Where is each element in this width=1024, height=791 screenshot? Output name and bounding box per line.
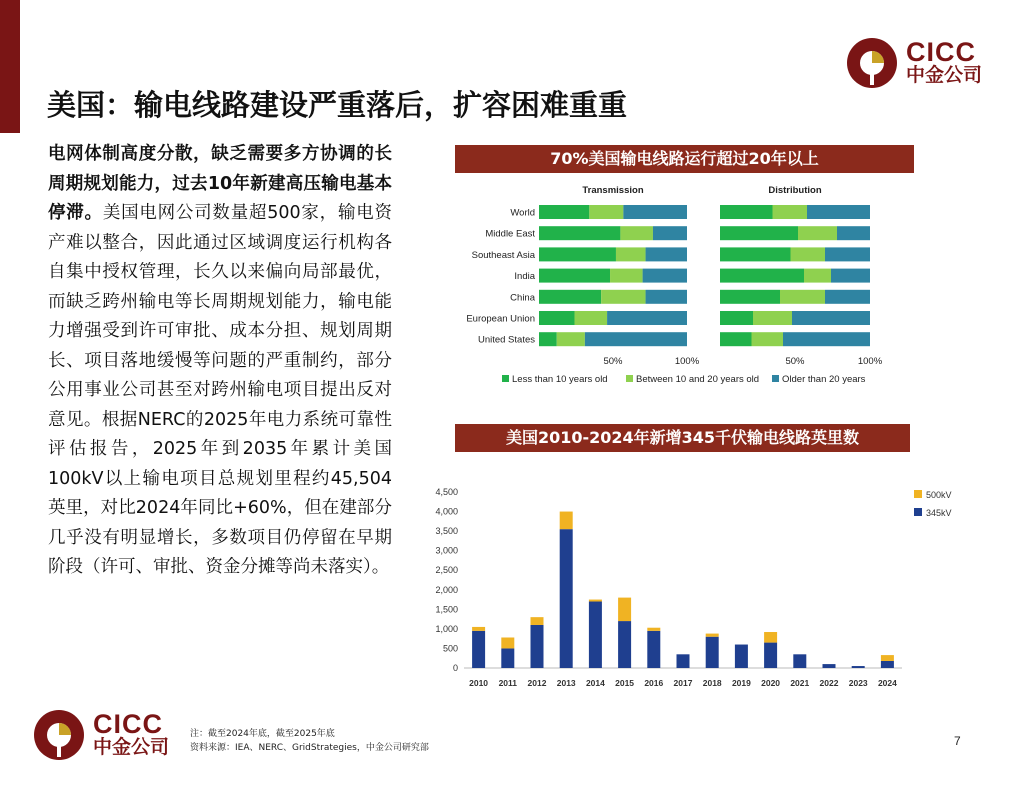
- body-bold-lead: 电网体制高度分散，缺乏需要多方协调的长周期规划能力，过去10年新建高压输电基本停滞。: [48, 144, 392, 223]
- column-segment: [647, 628, 660, 631]
- body-text: 美国电网公司数量超500家，输电资产难以整合，因此通过区域调度运行机构各自集中授权管理，长久以来偏向局部最优，而缺乏跨州输电等长周期规划能力，输电能力增强受到许可审批、成本分担、规划周期长、项目落地缓慢等问题的严重制约，部分公用事业公司甚至对跨州输电项目提出反对意见。根据NERC的2025年电力系统可靠性评估报告，2025年到2035年累计美国100kV以上输电项目总规划里程约45,504英里，对比2024年同比+60%，但在建部分几乎没有明显增长，多数项目仍停留在早期阶段（许可、审批、资金分摊等尚未落实）。: [48, 203, 392, 577]
- legend-swatch: [914, 508, 922, 516]
- legend-swatch: [914, 490, 922, 498]
- bar-segment: [539, 226, 620, 240]
- bar-segment: [783, 332, 870, 346]
- column-segment: [823, 664, 836, 668]
- legend-label: Less than 10 years old: [512, 374, 608, 385]
- bar-segment: [753, 311, 792, 325]
- page-title: 美国：输电线路建设严重落后，扩容困难重重: [47, 88, 628, 122]
- bar-segment: [643, 269, 687, 283]
- column-segment: [589, 600, 602, 602]
- bar-segment: [720, 205, 773, 219]
- category-label: European Union: [466, 313, 535, 325]
- bar-segment: [539, 269, 610, 283]
- category-label: India: [514, 271, 535, 283]
- x-tick-label: 2024: [877, 678, 897, 688]
- bar-segment: [780, 290, 825, 304]
- bar-segment: [646, 247, 687, 261]
- column-segment: [531, 625, 544, 668]
- bar-segment: [792, 311, 870, 325]
- column-segment: [764, 643, 777, 668]
- bar-segment: [616, 247, 646, 261]
- column-segment: [881, 661, 894, 668]
- bar-segment: [557, 332, 585, 346]
- legend-label: 345kV: [926, 508, 952, 518]
- category-label: Southeast Asia: [471, 249, 535, 261]
- x-tick-label: 2018: [702, 678, 722, 688]
- category-label: World: [510, 207, 535, 219]
- footnote-note: 注：截至2024年底，截至2025年底: [190, 729, 335, 739]
- column-segment: [501, 637, 514, 648]
- cicc-logo-icon: [33, 709, 85, 761]
- column-segment: [618, 621, 631, 668]
- column-segment: [531, 617, 544, 625]
- footnote: [190, 727, 429, 755]
- x-tick-label: 2013: [556, 678, 576, 688]
- bar-segment: [837, 226, 870, 240]
- column-segment: [472, 627, 485, 631]
- column-segment: [677, 654, 690, 668]
- legend-swatch: [502, 375, 509, 382]
- bar-segment: [720, 247, 791, 261]
- brand-en: CICC: [93, 709, 163, 739]
- body-paragraph: [48, 140, 392, 583]
- bar-segment: [539, 205, 589, 219]
- y-tick-label: 2,500: [435, 565, 458, 576]
- age-stacked-bar-chart: [450, 178, 920, 390]
- bar-segment: [807, 205, 870, 219]
- column-segment: [647, 631, 660, 668]
- column-segment: [560, 529, 573, 668]
- column-segment: [881, 655, 894, 661]
- x-tick-label: 2021: [790, 678, 810, 688]
- panel2-title: 美国2010-2024年新增345千伏输电线路英里数: [455, 424, 910, 452]
- bar-segment: [585, 332, 687, 346]
- bar-segment: [720, 269, 804, 283]
- bar-segment: [825, 247, 870, 261]
- legend-label: Older than 20 years: [782, 374, 866, 385]
- legend-swatch: [772, 375, 779, 382]
- cicc-logo-top: [846, 37, 996, 91]
- y-tick-label: 3,500: [435, 526, 458, 537]
- panel-label: Distribution: [768, 185, 822, 196]
- y-tick-label: 3,000: [435, 545, 458, 556]
- bar-segment: [653, 226, 687, 240]
- column-segment: [618, 598, 631, 621]
- y-tick-label: 4,500: [435, 487, 458, 497]
- x-tick-label: 2011: [498, 678, 518, 688]
- column-segment: [472, 631, 485, 668]
- bar-segment: [720, 332, 752, 346]
- bar-segment: [720, 311, 753, 325]
- category-label: China: [510, 292, 535, 304]
- bar-segment: [539, 247, 616, 261]
- bar-segment: [804, 269, 831, 283]
- y-tick-label: 1,500: [435, 604, 458, 615]
- x-tick-label: 100%: [857, 356, 883, 367]
- x-tick-label: 2023: [848, 678, 868, 688]
- bar-segment: [620, 226, 653, 240]
- legend-swatch: [626, 375, 633, 382]
- column-segment: [501, 648, 514, 668]
- bar-segment: [589, 205, 623, 219]
- x-tick-label: 2020: [761, 678, 781, 688]
- bar-segment: [623, 205, 687, 219]
- column-segment: [793, 654, 806, 668]
- column-segment: [764, 632, 777, 643]
- legend-label: Between 10 and 20 years old: [636, 374, 760, 385]
- x-tick-label: 2014: [585, 678, 605, 688]
- y-tick-label: 500: [442, 643, 458, 654]
- y-tick-label: 2,000: [435, 584, 458, 595]
- column-segment: [560, 512, 573, 530]
- bar-segment: [539, 290, 601, 304]
- y-tick-label: 4,000: [435, 506, 458, 517]
- brand-cn: 中金公司: [93, 736, 170, 758]
- panel1-title: 70%美国输电线路运行超过20年以上: [455, 145, 914, 173]
- column-segment: [706, 634, 719, 637]
- x-tick-label: 2015: [615, 678, 635, 688]
- bar-segment: [773, 205, 808, 219]
- x-tick-label: 50%: [603, 356, 623, 367]
- bar-segment: [601, 290, 645, 304]
- bar-segment: [575, 311, 608, 325]
- left-accent-bar: [0, 0, 20, 133]
- x-tick-label: 2010: [469, 678, 489, 688]
- legend-label: 500kV: [926, 490, 952, 500]
- bar-segment: [798, 226, 837, 240]
- x-tick-label: 2017: [673, 678, 693, 688]
- bar-segment: [720, 290, 780, 304]
- column-segment: [852, 666, 865, 668]
- bar-segment: [539, 311, 575, 325]
- x-tick-label: 2022: [819, 678, 839, 688]
- brand-cn: 中金公司: [906, 64, 983, 86]
- x-tick-label: 100%: [674, 356, 700, 367]
- page-number: 7: [954, 734, 961, 748]
- cicc-logo-bottom: [33, 709, 183, 763]
- x-tick-label: 2012: [527, 678, 547, 688]
- category-label: United States: [477, 334, 535, 346]
- footnote-source: 资料来源：IEA、NERC、GridStrategies，中金公司研究部: [190, 743, 429, 753]
- category-label: Middle East: [485, 228, 535, 240]
- panel-label: Transmission: [582, 185, 644, 196]
- x-tick-label: 2019: [731, 678, 751, 688]
- mileage-stacked-column-chart: [420, 478, 952, 693]
- column-segment: [706, 637, 719, 668]
- bar-segment: [646, 290, 687, 304]
- column-segment: [735, 645, 748, 668]
- bar-segment: [539, 332, 557, 346]
- bar-segment: [825, 290, 870, 304]
- bar-segment: [607, 311, 687, 325]
- cicc-logo-icon: [846, 37, 898, 89]
- brand-en: CICC: [906, 37, 976, 67]
- x-tick-label: 50%: [785, 356, 805, 367]
- bar-segment: [791, 247, 826, 261]
- bar-segment: [720, 226, 798, 240]
- y-tick-label: 1,000: [435, 623, 458, 634]
- bar-segment: [752, 332, 784, 346]
- bar-segment: [610, 269, 643, 283]
- bar-segment: [831, 269, 870, 283]
- x-tick-label: 2016: [644, 678, 664, 688]
- column-segment: [589, 602, 602, 668]
- y-tick-label: 0: [452, 663, 458, 673]
